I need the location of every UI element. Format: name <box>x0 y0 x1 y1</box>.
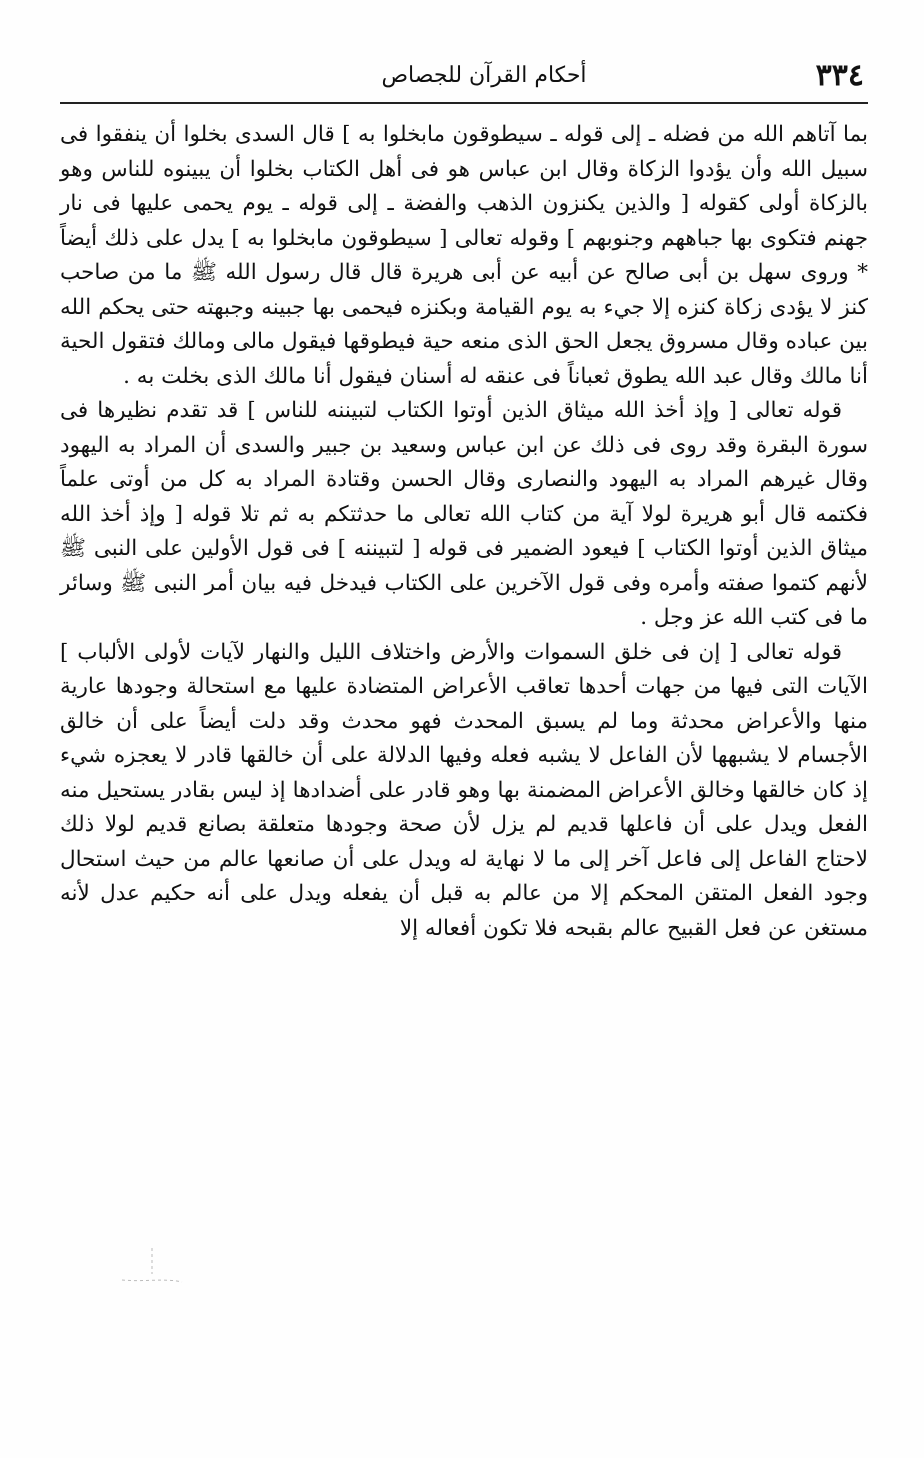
page-header <box>64 58 864 98</box>
paragraph-2: قوله تعالى [ وإذ أخذ الله ميثاق الذين أوتوا الكتاب لتبيننه للناس ] قد تقدم نظيرها فى سورة البقرة وقد روى فى ذلك عن ابن عباس وسعيد بن جبير والسدى أن المراد به اليهود وقال غيرهم المراد به اليهود والنصارى وقال الحسن وقتادة المراد به كل من أوتى علماً فكتمه قال أبو هريرة لولا آية من كتاب الله تعالى ما حدثتكم به ثم تلا قوله [ وإذ أخذ الله ميثاق الذين أوتوا الكتاب ] فيعود الضمير فى قوله [ لتبيننه ] فى قول الأولين على النبى ﷺ لأنهم كتموا صفته وأمره وفى قول الآخرين على الكتاب فيدخل فيه بيان أمر النبى ﷺ وسائر ما فى كتب الله عز وجل . <box>60 398 868 630</box>
running-title: أحكام القرآن للجصاص <box>381 63 587 88</box>
header-rule <box>60 102 868 104</box>
body-text <box>60 118 868 946</box>
page-number: ٣٣٤ <box>815 58 864 93</box>
paragraph-3: قوله تعالى [ إن فى خلق السموات والأرض واختلاف الليل والنهار لآيات لأولى الألباب ] الآيات التى فيها من جهات أحدها تعاقب الأعراض المتضادة عليها مع استحالة وجودها عارية منها والأعراض محدثة وما لم يسبق المحدث فهو محدث وقد دلت أيضاً على أن خالق الأجسام لا يشبهها لأن الفاعل لا يشبه فعله وفيها الدلالة على أن خالقها قادر لا يعجزه شيء إذ كان خالقها وخالق الأعراض المضمنة بها وهو قادر على أضدادها إذ ليس بقادر يستحيل منه الفعل ويدل على أن فاعلها قديم لم يزل لأن صحة وجودها متعلقة بصانع قديم لولا ذلك لاحتاج الفاعل إلى فاعل آخر إلى ما لا نهاية له ويدل على أن صانعها عالم من حيث استحال وجود الفعل المتقن المحكم إلا من عالم به قبل أن يفعله ويدل على أنه حكيم عدل لأنه مستغن عن فعل القبيح عالم بقبحه فلا تكون أفعاله إلا <box>60 639 868 941</box>
paragraph-1: بما آتاهم الله من فضله ـ إلى قوله ـ سيطوقون مابخلوا به ] قال السدى بخلوا أن ينفقوا فى سبيل الله وأن يؤدوا الزكاة وقال ابن عباس هو فى أهل الكتاب بخلوا أن يبينوه للناس وهو بالزكاة أولى كقوله [ والذين يكنزون الذهب والفضة ـ إلى قوله ـ يوم يحمى عليها فى نار جهنم فتكوى بها جباههم وجنوبهم ] وقوله تعالى [ سيطوقون مابخلوا به ] يدل على ذلك أيضاً * وروى سهل بن أبى صالح عن أبيه عن أبى هريرة قال قال رسول الله ﷺ ما من صاحب كنز لا يؤدى زكاة كنزه إلا جيء به يوم القيامة وبكنزه فيحمى بها جبينه وجبهته حتى يحكم الله بين عباده وقال مسروق يجعل الحق الذى منعه حية فيطوقها فيقول مالى ومالك فتقول الحية أنا مالك وقال عبد الله يطوق ثعباناً فى عنقه له أسنان فيقول أنا مالك الذى بخلت به . <box>60 122 868 389</box>
pencil-mark <box>112 1240 202 1290</box>
